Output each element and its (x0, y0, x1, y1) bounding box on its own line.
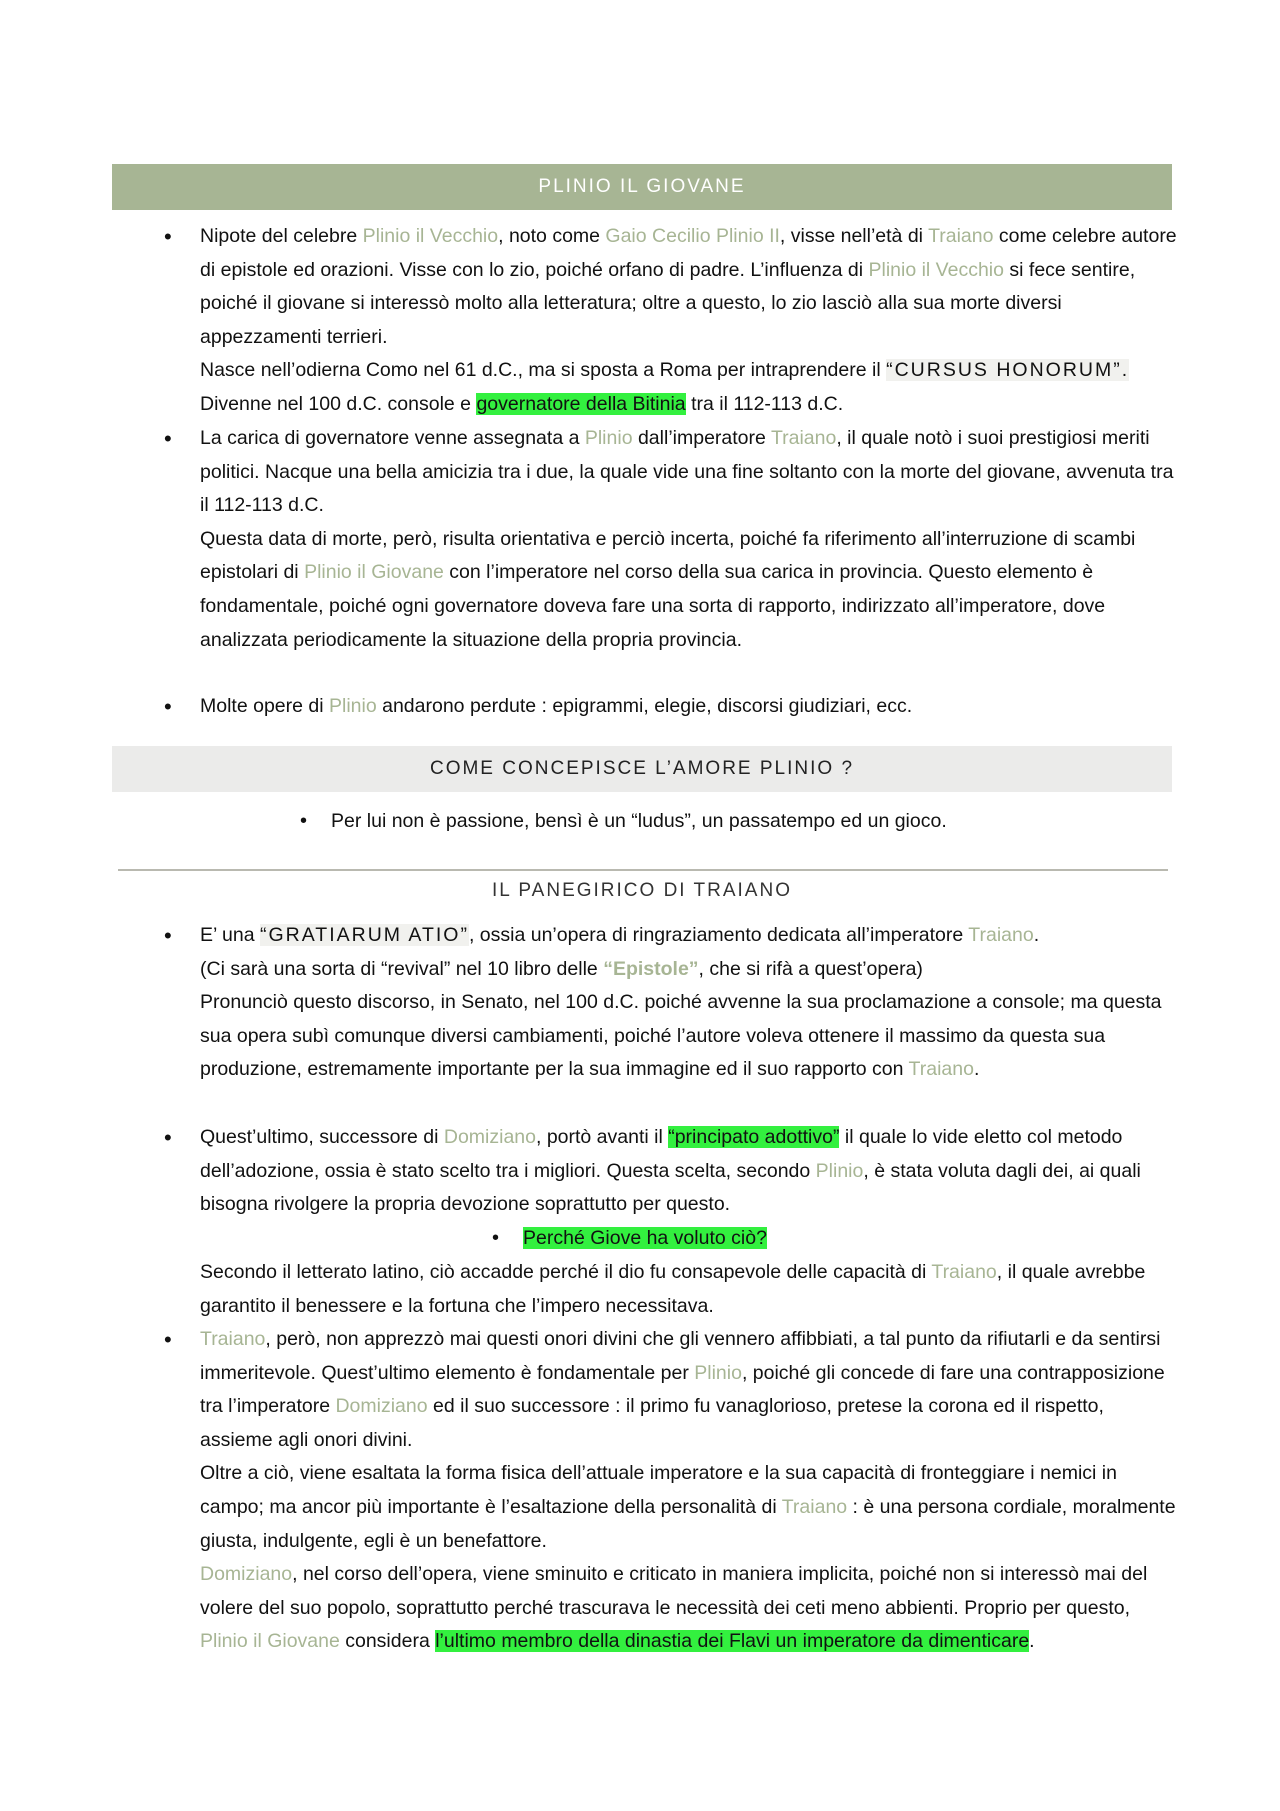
highlight-governatore: governatore della Bitinia (476, 392, 686, 415)
paragraph-giove-answer: Secondo il letterato latino, ciò accadde perché il dio fu consapevole delle capacità di Traiano, il quale avrebbe garantito il benessere e la fortuna che l’impero necessitava. (200, 1261, 1146, 1317)
name-traiano: Traiano (931, 1261, 997, 1283)
highlight-flavi: l’ultimo membro della dinastia dei Flavi un imperatore da dimenticare (435, 1630, 1030, 1653)
name-domiziano: Domiziano (443, 1126, 536, 1148)
divider (118, 869, 1168, 871)
name-plinio-vecchio: Plinio il Vecchio (362, 225, 499, 247)
bullet-icon: • (164, 224, 172, 249)
bullet-icon: • (164, 923, 172, 948)
bullet-icon: • (164, 1125, 172, 1150)
paragraph-biography: Nipote del celebre Plinio il Vecchio, noto come Gaio Cecilio Plinio II, visse nell’età di Traiano come celebre autore di epistole ed orazioni. Visse con lo zio, poiché orfano di padre. L’influenza di Plinio il Vecchio si fece sentire, poiché il giovane si interessò molto alla letteratura; oltre a questo, lo zio lasciò alla sua morte diversi appezzamenti terrieri. Nasce nell’odierna Como nel 61 d.C., ma si sposta a Roma per intraprendere il “CURSUS HONORUM”. Divenne nel 100 d.C. console e governatore della Bitinia tra il 112-113 d.C. (200, 225, 1177, 415)
name-plinio: Plinio (584, 427, 633, 449)
name-traiano: Traiano (770, 427, 837, 449)
paragraph-onori-divini: Traiano, però, non apprezzò mai questi onori divini che gli vennero affibbiati, a tal punto da rifiutarli e da sentirsi immeritevole. Quest’ultimo elemento è fondamentale per Plinio, poiché gli concede di fare una contrapposizione tra l’imperatore Domiziano ed il suo successore : il primo fu vanaglorioso, pretese la corona ed il rispetto, assieme agli onori divini. Oltre a ciò, viene esaltata la forma fisica dell’attuale imperatore e la sua capacità di fronteggiare i nemici in campo; ma ancor più importante è l’esaltazione della personalità di Traiano : è una persona cordiale, moralmente giusta, indulgente, egli è un benefattore. Domiziano, nel corso dell’opera, viene sminuito e criticato in maniera implicita, poiché non si interessò mai del volere del suo popolo, soprattutto perché trascurava le necessità dei ceti meno abbienti. Proprio per questo, Plinio il Giovane considera l’ultimo membro della dinastia dei Flavi un imperatore da dimenticare. (200, 1328, 1176, 1653)
name-domiziano: Domiziano (335, 1395, 428, 1418)
bullet-icon: • (164, 426, 172, 451)
section-title-amore: COME CONCEPISCE L’AMORE PLINIO ? (112, 746, 1172, 792)
name-traiano: Traiano (928, 225, 994, 247)
highlight-giove-question: Perché Giove ha voluto ciò? (523, 1227, 767, 1249)
name-plinio: Plinio (329, 695, 377, 717)
bullet-icon: • (164, 1327, 172, 1352)
name-plinio-vecchio: Plinio il Vecchio (868, 258, 1004, 281)
name-plinio-giovane: Plinio il Giovane (200, 1630, 340, 1653)
name-domiziano: Domiziano (200, 1563, 293, 1586)
section-title-plinio: PLINIO IL GIOVANE (112, 164, 1172, 210)
name-traiano: Traiano (781, 1495, 848, 1518)
paragraph-principato: Quest’ultimo, successore di Domiziano, portò avanti il “principato adottivo” il quale lo vide eletto col metodo dell’adozione, ossia è stato scelto tra i migliori. Questa scelta, secondo Plinio, è stata voluta dagli dei, ai quali bisogna rivolgere la propria devozione soprattutto per questo. (200, 1126, 1141, 1216)
list-item-giove (492, 1222, 767, 1256)
term-cursus-honorum: “CURSUS HONORUM”. (886, 359, 1130, 382)
bullet-icon: • (164, 694, 172, 719)
name-plinio: Plinio (694, 1361, 742, 1384)
term-gratiarum-atio: “GRATIARUM ATIO” (260, 924, 469, 946)
paragraph-gratiarum-atio: E’ una “GRATIARUM ATIO”, ossia un’opera di ringraziamento dedicata all’imperatore Traiano. (Ci sarà una sorta di “revival” nel 10 libro delle “Epistole”, che si rifà a quest’opera) Pronunciò questo discorso, in Senato, nel 100 d.C. poiché avvenne la sua proclamazione a console; ma questa sua opera subì comunque diversi cambiamenti, poiché l’autore voleva ottenere il massimo da questa sua produzione, estremamente importante per la sua immagine ed il suo rapporto con Traiano. (200, 924, 1162, 1081)
name-traiano: Traiano (200, 1328, 266, 1350)
term-epistole: “Epistole” (603, 957, 699, 980)
list-item-ludus: • Per lui non è passione, bensì è un “ludus”, un passatempo ed un gioco. (300, 810, 947, 832)
section-title-panegirico: IL PANEGIRICO DI TRAIANO (492, 880, 792, 901)
paragraph-governatore: La carica di governatore venne assegnata a Plinio dall’imperatore Traiano, il quale notò i suoi prestigiosi meriti politici. Nacque una bella amicizia tra i due, la quale vide una fine soltanto con la morte del giovane, avvenuta tra il 112-113 d.C. Questa data di morte, però, risulta orientativa e perciò incerta, poiché fa riferimento all’interruzione di scambi epistolari di Plinio il Giovane con l’imperatore nel corso della sua carica in provincia. Questo elemento è fondamentale, poiché ogni governatore doveva fare una sorta di rapporto, indirizzato all’imperatore, dove analizzata periodicamente la situazione della propria provincia. (200, 427, 1174, 651)
name-traiano: Traiano (968, 924, 1034, 946)
name-plinio-giovane: Plinio il Giovane (304, 561, 444, 584)
bullet-icon: • (492, 1227, 500, 1249)
bullet-icon: • (300, 810, 308, 832)
name-gaio-cecilio: Gaio Cecilio Plinio II (605, 225, 780, 247)
name-traiano: Traiano (908, 1058, 974, 1081)
paragraph-opere-perdute: Molte opere di Plinio andarono perdute : epigrammi, elegie, discorsi giudiziari, ecc. (200, 695, 913, 717)
name-plinio: Plinio (815, 1159, 864, 1182)
highlight-principato: “principato adottivo” (668, 1126, 840, 1148)
